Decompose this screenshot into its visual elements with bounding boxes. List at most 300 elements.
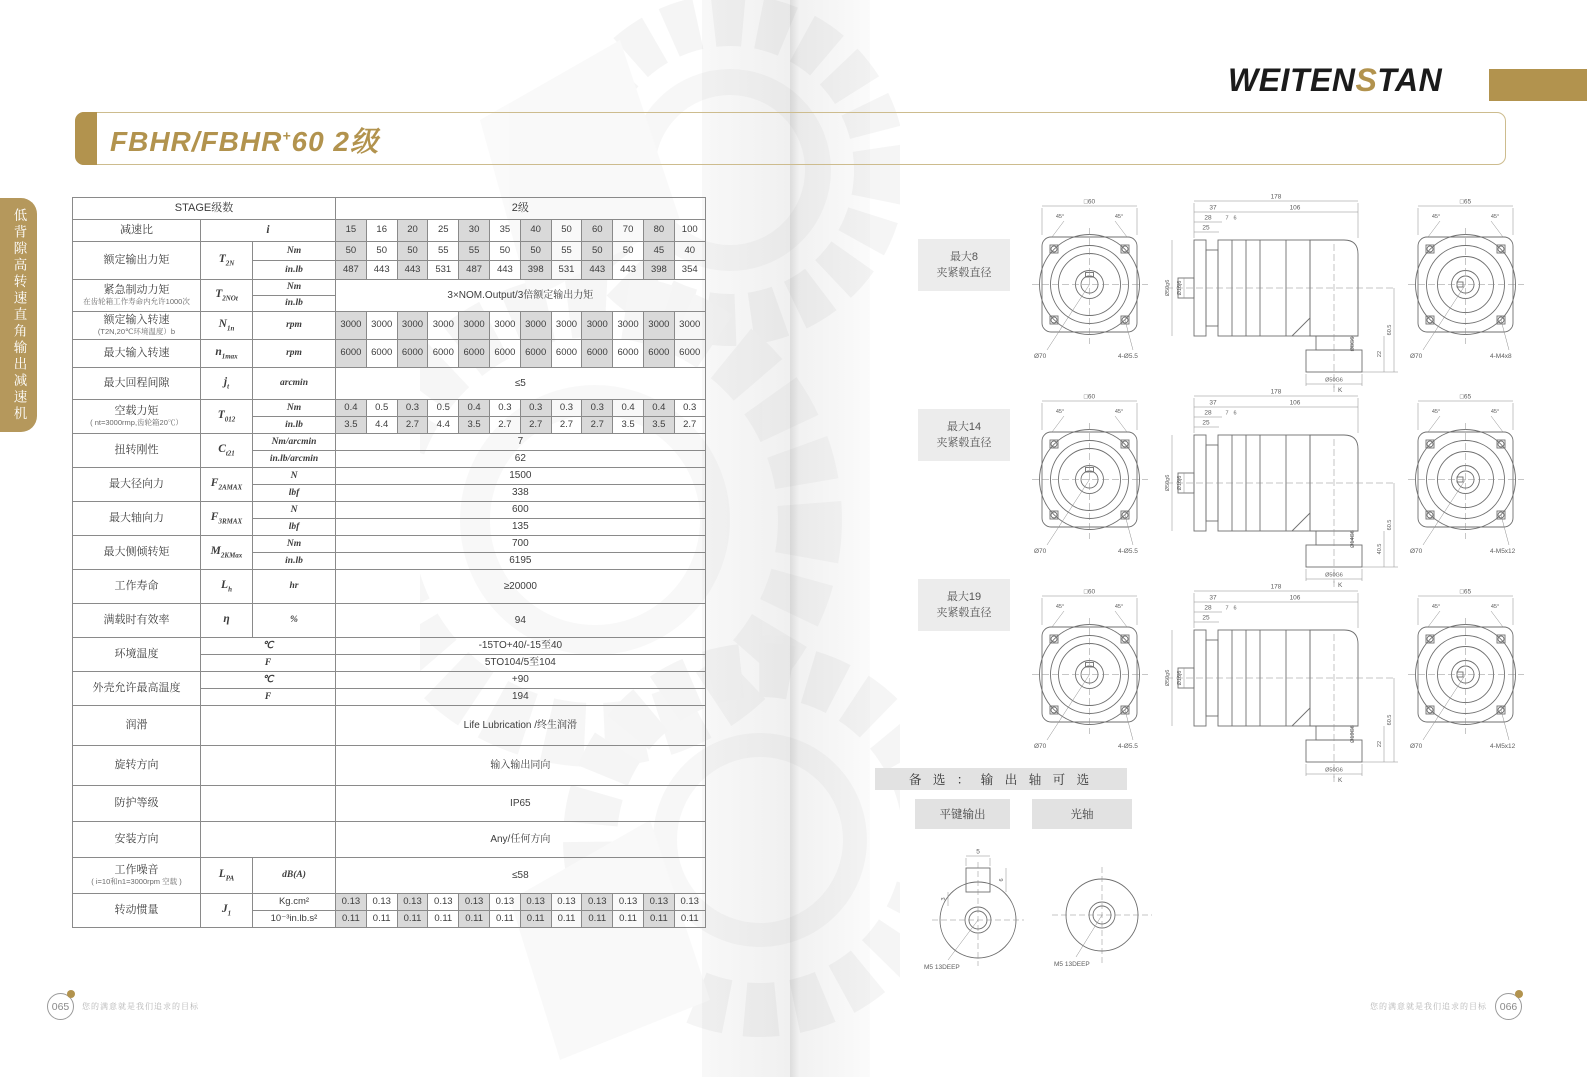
dim-label: 178 (1270, 193, 1282, 201)
spec-unit: Nm/arcmin (253, 434, 336, 451)
spec-value-cell: 3×NOM.Output/3倍额定输出力矩 (336, 280, 706, 312)
spec-value-cell: Life Lubrication /终生润滑 (336, 706, 706, 746)
spec-symbol: $C_{t21}$ (201, 434, 253, 468)
spec-value-cell: 3000 (582, 312, 613, 340)
spec-label-noload: 空载力矩 ( nt=3000rmp,齿轮箱20℃） (73, 400, 201, 434)
spec-value-cell: 443 (366, 261, 397, 280)
spec-unit: N (253, 468, 336, 485)
spec-value-cell: 0.13 (551, 894, 582, 911)
spec-value-cell: 50 (336, 242, 367, 261)
dim-label: Ø70 (1034, 548, 1047, 555)
spec-symbol: i (201, 220, 336, 242)
keyed-output-box: 平键输出 (915, 799, 1010, 829)
spec-value-cell: 0.4 (643, 400, 674, 417)
spec-value-cell: 0.11 (397, 911, 428, 928)
spec-value-cell: 0.11 (366, 911, 397, 928)
dim-label: 25 (1202, 224, 1210, 232)
spec-unit: % (253, 604, 336, 638)
dim-label: Ø70 (1410, 353, 1423, 360)
spec-value-cell: 2.7 (520, 417, 551, 434)
spec-value-cell: 0.4 (336, 400, 367, 417)
dim-label: 45° (1055, 604, 1065, 610)
spec-symbol: $F_{2AMAX}$ (201, 468, 253, 502)
spec-value-cell: 3000 (336, 312, 367, 340)
spec-value-cell: 6000 (551, 340, 582, 368)
spec-value-cell: 7 (336, 434, 706, 451)
rear-view-drawing-row1 (1398, 192, 1536, 380)
spec-value-cell: 55 (551, 242, 582, 261)
ratio-col: 40 (520, 220, 551, 242)
dim-label: 37 (1209, 399, 1217, 407)
spec-value-cell: 3000 (428, 312, 459, 340)
spec-value-cell: 6195 (336, 553, 706, 570)
dim-label: 25 (1202, 419, 1210, 427)
brand-logo (1228, 62, 1442, 99)
dim-label: 28 (1204, 214, 1212, 222)
spec-value-cell: 0.13 (643, 894, 674, 911)
spec-value-cell: 0.13 (582, 894, 613, 911)
spec-symbol: $T_{012}$ (201, 400, 253, 434)
dim-label: Ø70 (1034, 743, 1047, 750)
side-view-drawing-row2 (1148, 383, 1403, 588)
spec-value-cell: 0.13 (520, 894, 551, 911)
spec-value-cell: 3.5 (336, 417, 367, 434)
dim-label: □65 (1459, 198, 1472, 206)
dim-label: 4-Ø5.5 (1118, 353, 1138, 360)
dim-label: Ø70 (1410, 548, 1423, 555)
spec-value-cell: 4.4 (366, 417, 397, 434)
dim-label: 45° (1055, 214, 1065, 220)
keyed-shaft-drawing (918, 838, 1043, 973)
dim-label: Ø16j6 (1177, 280, 1183, 296)
spec-label-backlash: 最大回程间隙 (73, 368, 201, 400)
spec-unit: dB(A) (253, 858, 336, 894)
spec-value-cell: ≥20000 (336, 570, 706, 604)
spec-value-cell: 0.11 (459, 911, 490, 928)
spec-value-cell: 3.5 (643, 417, 674, 434)
spec-value-cell: 2.7 (489, 417, 520, 434)
plain-shaft-drawing (1042, 845, 1162, 973)
dim-label: Ø50G6 (1325, 767, 1343, 774)
tap-note: M5 13DEEP (1054, 961, 1090, 968)
dim-label: 45° (1490, 604, 1500, 610)
spec-value-cell: 45 (643, 242, 674, 261)
spec-symbol: $j_t$ (201, 368, 253, 400)
dim-label: 7 (1225, 215, 1229, 222)
dim-label: 7 (1225, 410, 1229, 417)
spec-symbol: $L_{PA}$ (201, 858, 253, 894)
dim-label: Ø70 (1410, 743, 1423, 750)
tap-note: M5 13DEEP (924, 964, 960, 971)
stage-value: 2级 (336, 198, 706, 220)
dim-label: 37 (1209, 594, 1217, 602)
dim-label: K (1338, 777, 1343, 783)
title-accent-block (75, 112, 97, 165)
spec-value-cell: 6000 (520, 340, 551, 368)
spec-value-cell: 40 (674, 242, 705, 261)
spec-value-cell: 0.13 (613, 894, 644, 911)
spec-value-cell: 输入输出同向 (336, 746, 706, 786)
spec-unit: in.lb (253, 296, 336, 312)
spec-value-cell: 0.4 (613, 400, 644, 417)
spec-unit: in.lb (253, 261, 336, 280)
plain-shaft-box: 光轴 (1032, 799, 1132, 829)
spec-value-cell: 50 (489, 242, 520, 261)
ratio-col: 60 (582, 220, 613, 242)
spec-value-cell: 50 (366, 242, 397, 261)
dim-label: 60.5 (1387, 324, 1393, 336)
dim-label: 4-Ø5.5 (1118, 743, 1138, 750)
ratio-col: 70 (613, 220, 644, 242)
side-view-drawing-row3 (1148, 578, 1403, 783)
spec-unit: arcmin (253, 368, 336, 400)
dim-label: 28 (1204, 409, 1212, 417)
page-title: FBHR/FBHR+60 2级 (110, 126, 379, 157)
spec-value-cell: 398 (643, 261, 674, 280)
logo-accent-letter: S (1355, 62, 1378, 98)
spec-label-axial: 最大轴向力 (73, 502, 201, 536)
spec-value-cell: 0.13 (366, 894, 397, 911)
ratio-col: 20 (397, 220, 428, 242)
spec-value-cell: ≤58 (336, 858, 706, 894)
spec-label-life: 工作寿命 (73, 570, 201, 604)
spec-unit: 10⁻³in.lb.s² (253, 911, 336, 928)
spec-value-cell: Any/任何方向 (336, 822, 706, 858)
side-view-drawing-row1 (1148, 188, 1403, 393)
page-number-left: 065 (47, 993, 74, 1020)
spec-value-cell: 3.5 (459, 417, 490, 434)
spec-value-cell: 443 (489, 261, 520, 280)
front-view-drawing-row2 (1022, 387, 1160, 575)
spec-value-cell: 0.3 (489, 400, 520, 417)
spec-empty-cell (201, 786, 336, 822)
spec-value-cell: 6000 (366, 340, 397, 368)
page-dot-left (67, 990, 75, 998)
spec-empty-cell (201, 746, 336, 786)
dim-label: □60 (1083, 588, 1096, 596)
spec-value-cell: 6000 (613, 340, 644, 368)
spec-value-cell: 5TO104/5至104 (336, 655, 706, 672)
spec-symbol: η (201, 604, 253, 638)
spec-value-cell: 50 (613, 242, 644, 261)
dim-label: 40.5 (1377, 543, 1383, 555)
spec-value-cell: 0.13 (489, 894, 520, 911)
spec-label-efficiency: 满载时有效率 (73, 604, 201, 638)
dim-label: 5 (976, 848, 980, 856)
spec-label-housing-temp: 外壳允许最高温度 (73, 672, 201, 706)
spec-empty-cell (201, 822, 336, 858)
spec-value-cell: 50 (397, 242, 428, 261)
dim-label: 3 (941, 897, 947, 901)
stage-header: STAGE级数 (73, 198, 336, 220)
spec-label-stiffness: 扭转刚性 (73, 434, 201, 468)
dim-label: 4-M5x12 (1490, 743, 1516, 750)
clamp-label-19: 最大19 夹紧毂直径 (918, 579, 1010, 631)
spec-label-max-speed: 最大输入转速 (73, 340, 201, 368)
dim-label: 178 (1270, 388, 1282, 396)
dim-label: 4-Ø5.5 (1118, 548, 1138, 555)
spec-value-cell: 0.13 (336, 894, 367, 911)
spec-unit: Kg.cm² (253, 894, 336, 911)
spec-value-cell: 2.7 (397, 417, 428, 434)
spec-value-cell: 62 (336, 451, 706, 468)
spec-value-cell: 6000 (582, 340, 613, 368)
dim-label: Ø50g6 (1165, 474, 1171, 492)
spec-label-rated-speed: 额定输入转速 (T2N,20℃环境温度）b (73, 312, 201, 340)
spec-unit: ℃ (201, 672, 336, 689)
spec-symbol: $F_{3RMAX}$ (201, 502, 253, 536)
spec-label-inertia: 转动惯量 (73, 894, 201, 928)
spec-value-cell: 487 (336, 261, 367, 280)
dim-label: 106 (1289, 204, 1301, 212)
dim-label: 178 (1270, 583, 1282, 591)
dim-label: □60 (1083, 393, 1096, 401)
dim-label: 45° (1114, 214, 1124, 220)
ratio-col: 35 (489, 220, 520, 242)
spec-unit: rpm (253, 340, 336, 368)
spec-value-cell: 3000 (613, 312, 644, 340)
spec-value-cell: 6000 (489, 340, 520, 368)
spec-label-rated-torque: 额定输出力矩 (73, 242, 201, 280)
spec-value-cell: 1500 (336, 468, 706, 485)
spec-value-cell: 531 (428, 261, 459, 280)
spec-value-cell: 50 (582, 242, 613, 261)
dim-label: Ø8G6 (1350, 336, 1356, 352)
spec-label-tilt: 最大侧倾转矩 (73, 536, 201, 570)
spec-value-cell: 2.7 (551, 417, 582, 434)
spec-symbol: $n_{1max}$ (201, 340, 253, 368)
clamp-label-8: 最大8 夹紧毂直径 (918, 239, 1010, 291)
spec-value-cell: 2.7 (674, 417, 705, 434)
spec-value-cell: 55 (428, 242, 459, 261)
spec-table (72, 197, 706, 928)
dim-label: 45° (1490, 409, 1500, 415)
logo-text: WEITEN (1228, 62, 1356, 98)
options-header: 备 选 ： 输 出 轴 可 选 (875, 768, 1127, 790)
spec-unit: Nm (253, 280, 336, 296)
spec-value-cell: 700 (336, 536, 706, 553)
spec-unit: Nm (253, 400, 336, 417)
spec-value-cell: 0.3 (582, 400, 613, 417)
ratio-col: 25 (428, 220, 459, 242)
front-view-drawing-row3 (1022, 582, 1160, 770)
spec-value-cell: 0.11 (428, 911, 459, 928)
spec-unit: rpm (253, 312, 336, 340)
spec-unit: hr (253, 570, 336, 604)
spec-unit: F (201, 689, 336, 706)
dim-label: Ø16j6 (1177, 670, 1183, 686)
spec-value-cell: 6000 (397, 340, 428, 368)
dim-label: 6 (1233, 410, 1237, 417)
side-category-tab (0, 198, 37, 432)
ratio-col: 80 (643, 220, 674, 242)
spec-label-lubrication: 润滑 (73, 706, 201, 746)
spec-value-cell: 531 (551, 261, 582, 280)
dim-label: □60 (1083, 198, 1096, 206)
title-bar (75, 112, 1506, 165)
spec-value-cell: 0.11 (674, 911, 705, 928)
spec-value-cell: -15TO+40/-15至40 (336, 638, 706, 655)
dim-label: K (1338, 387, 1343, 393)
page-number-right: 066 (1495, 993, 1522, 1020)
spec-value-cell: 0.3 (520, 400, 551, 417)
dim-label: Ø50G6 (1325, 377, 1343, 384)
spec-value-cell: 443 (582, 261, 613, 280)
spec-label-noise: 工作噪音 ( i=10和n1=3000rpm 空载 ) (73, 858, 201, 894)
spec-symbol: $L_h$ (201, 570, 253, 604)
dim-label: 6 (999, 878, 1005, 882)
ratio-col: 30 (459, 220, 490, 242)
spec-value-cell: 3000 (520, 312, 551, 340)
spec-value-cell: 6000 (336, 340, 367, 368)
spec-label-protection: 防护等级 (73, 786, 201, 822)
spec-value-cell: 354 (674, 261, 705, 280)
spec-unit: in.lb/arcmin (253, 451, 336, 468)
spec-label-rotation: 旋转方向 (73, 746, 201, 786)
spec-value-cell: 0.11 (582, 911, 613, 928)
page-dot-right (1515, 990, 1523, 998)
front-view-drawing-row1 (1022, 192, 1160, 380)
spec-value-cell: 3000 (366, 312, 397, 340)
dim-label: 37 (1209, 204, 1217, 212)
spec-symbol: $J_1$ (201, 894, 253, 928)
spec-label-mounting: 安装方向 (73, 822, 201, 858)
ratio-col: 100 (674, 220, 705, 242)
spec-value-cell: 3.5 (613, 417, 644, 434)
spec-value-cell: 0.5 (366, 400, 397, 417)
logo-accent-block (1489, 69, 1587, 101)
dim-label: 45° (1055, 409, 1065, 415)
spec-value-cell: 0.13 (428, 894, 459, 911)
spec-value-cell: 50 (520, 242, 551, 261)
spec-unit: Nm (253, 242, 336, 261)
spec-value-cell: 0.13 (674, 894, 705, 911)
spec-value-cell: 6000 (643, 340, 674, 368)
spec-symbol: $N_{1n}$ (201, 312, 253, 340)
dim-label: Ø50g6 (1165, 669, 1171, 687)
dim-label: 22 (1377, 350, 1383, 358)
footer-slogan-left: 您的满意就是我们追求的目标 (82, 1002, 199, 1011)
spec-symbol: $M_{2KMax}$ (201, 536, 253, 570)
spec-value-cell: 194 (336, 689, 706, 706)
spec-value-cell: 0.5 (428, 400, 459, 417)
spec-unit: in.lb (253, 553, 336, 570)
dim-label: 4-M4x8 (1490, 353, 1512, 360)
dim-label: □65 (1459, 393, 1472, 401)
spec-value-cell: 0.11 (336, 911, 367, 928)
ratio-col: 15 (336, 220, 367, 242)
spec-value-cell: 6000 (459, 340, 490, 368)
spec-value-cell: 3000 (674, 312, 705, 340)
dim-label: 45° (1490, 214, 1500, 220)
spec-unit: lbf (253, 519, 336, 536)
spec-label-ratio: 减速比 (73, 220, 201, 242)
spec-value-cell: 0.11 (489, 911, 520, 928)
dim-label: Ø50G6 (1325, 572, 1343, 579)
dim-label: K (1338, 582, 1343, 588)
spec-value-cell: 2.7 (582, 417, 613, 434)
dim-label: 4-M5x12 (1490, 548, 1516, 555)
spec-value-cell: 3000 (551, 312, 582, 340)
spec-value-cell: 135 (336, 519, 706, 536)
spec-value-cell: 0.3 (674, 400, 705, 417)
spec-value-cell: 0.11 (643, 911, 674, 928)
spec-label-ambient: 环境温度 (73, 638, 201, 672)
dim-label: 45° (1431, 409, 1441, 415)
spec-value-cell: ≤5 (336, 368, 706, 400)
spec-unit: Nm (253, 536, 336, 553)
dim-label: Ø14G6 (1350, 530, 1356, 548)
spec-unit: lbf (253, 485, 336, 502)
spec-unit: ℃ (201, 638, 336, 655)
dim-label: □65 (1459, 588, 1472, 596)
spec-value-cell: 0.11 (520, 911, 551, 928)
spec-value-cell: 6000 (428, 340, 459, 368)
clamp-label-14: 最大14 夹紧毂直径 (918, 409, 1010, 461)
spec-label-brake: 紧急制动力矩 在齿轮箱工作寿命内允许1000次 (73, 280, 201, 312)
spec-value-cell: +90 (336, 672, 706, 689)
spec-empty-cell (201, 706, 336, 746)
spec-value-cell: 3000 (643, 312, 674, 340)
footer-slogan-right: 您的满意就是我们追求的目标 (1370, 1002, 1487, 1011)
spec-value-cell: 94 (336, 604, 706, 638)
spec-symbol: $T_{2NOt}$ (201, 280, 253, 312)
spec-symbol: $T_{2N}$ (201, 242, 253, 280)
dim-label: 106 (1289, 594, 1301, 602)
spec-value-cell: 0.3 (397, 400, 428, 417)
dim-label: 106 (1289, 399, 1301, 407)
spec-value-cell: 3000 (489, 312, 520, 340)
dim-label: Ø16j6 (1177, 475, 1183, 491)
spec-value-cell: 4.4 (428, 417, 459, 434)
dim-label: 22 (1377, 740, 1383, 748)
dim-label: Ø19G6 (1350, 725, 1356, 743)
dim-label: 45° (1114, 604, 1124, 610)
spec-value-cell: 0.11 (613, 911, 644, 928)
spec-value-cell: IP65 (336, 786, 706, 822)
spec-value-cell: 6000 (674, 340, 705, 368)
spec-value-cell: 0.11 (551, 911, 582, 928)
dim-label: 6 (1233, 605, 1237, 612)
dim-label: 60.5 (1387, 714, 1393, 726)
spec-unit: in.lb (253, 417, 336, 434)
spec-value-cell: 338 (336, 485, 706, 502)
dim-label: Ø50g6 (1165, 279, 1171, 297)
spec-value-cell: 55 (459, 242, 490, 261)
spec-value-cell: 0.3 (551, 400, 582, 417)
spec-value-cell: 0.13 (397, 894, 428, 911)
dim-label: 7 (1225, 605, 1229, 612)
spec-unit: N (253, 502, 336, 519)
spec-value-cell: 3000 (459, 312, 490, 340)
dim-label: 45° (1114, 409, 1124, 415)
rear-view-drawing-row3 (1398, 582, 1536, 770)
dim-label: Ø70 (1034, 353, 1047, 360)
spec-value-cell: 398 (520, 261, 551, 280)
spec-label-radial: 最大径向力 (73, 468, 201, 502)
spec-unit: F (201, 655, 336, 672)
spec-value-cell: 600 (336, 502, 706, 519)
spec-value-cell: 0.4 (459, 400, 490, 417)
spec-value-cell: 0.13 (459, 894, 490, 911)
dim-label: 28 (1204, 604, 1212, 612)
ratio-col: 50 (551, 220, 582, 242)
dim-label: 60.5 (1387, 519, 1393, 531)
side-category-label: 低背隙高转速直角输出减速机 (11, 207, 27, 423)
spec-value-cell: 487 (459, 261, 490, 280)
spec-value-cell: 443 (613, 261, 644, 280)
dim-label: 45° (1431, 604, 1441, 610)
